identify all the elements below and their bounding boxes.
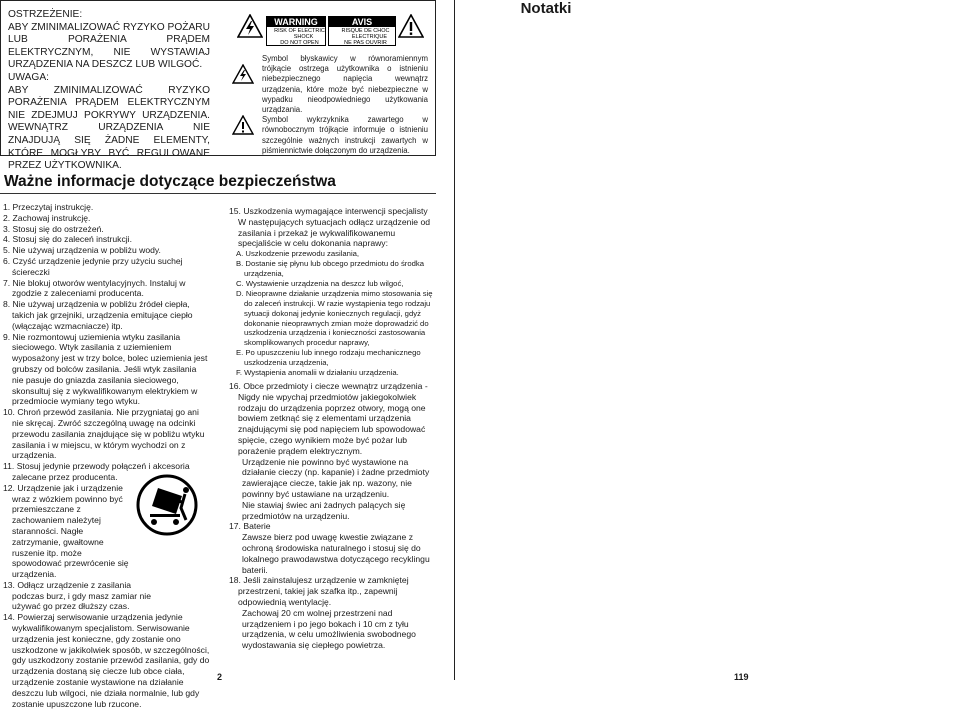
list-item-continuation: Nie stawiaj świec ani żadnych palących się przedmiotów na urządzeniu. — [242, 499, 406, 521]
lightning-symbol-description: Symbol błyskawicy w równoramiennym trójkącie ostrzega użytkownika o istnieniu niebezpiecznego napięcia wewnątrz urządzenia, które może być niebezpieczne w wypadku nieodpowiedniego użytkowania urządzania. — [262, 54, 428, 115]
notes-panel — [454, 0, 960, 680]
list-item: 9. Nie rozmontowuj uziemienia wtyku zasilania sieciowego. Wtyk zasilania z uziemieniem wyposażony jest w trzy bolce, bolec uziemienia jest grubszy od bolców zasilania. Jeśli wtyk zasilania nie pasuje do gniazda zasilania sieciowego, skonsultuj się z wykwalifikowanym elektrykiem w przedmiocie wymiany tego wtyku. — [3, 331, 208, 407]
symbol-description — [262, 54, 428, 156]
sub-item: E. Po upuszczeniu lub innego rodzaju mechanicznego uszkodzenia urządzenia, — [236, 348, 421, 368]
caution-heading: UWAGA: — [8, 71, 49, 83]
section-title: Ważne informacje dotyczące bezpieczeństwa — [4, 173, 336, 190]
list-item-continuation: Zawsze bierz pod uwagę kwestie związane z ochroną środowiska naturalnego i stosuj się do lokalnego prawodawstwa dotyczącego recyklingu baterii. — [242, 532, 430, 575]
avis-label-line2: NE PAS OUVRIR — [344, 40, 387, 46]
cart-tipover-warning-icon — [136, 474, 198, 536]
sub-item: B. Dostanie się płynu lub obcego przedmiotu do środka urządzenia, — [236, 259, 425, 278]
avis-label-title: AVIS — [329, 17, 395, 27]
sub-item: A. Uszkodzenie przewodu zasilania, — [236, 249, 360, 259]
list-item: 16. Obce przedmioty i ciecze wewnątrz urządzenia - Nigdy nie wpychaj przedmiotów jakiegokolwiek rodzaju do urządzenia poprzez otwory, mogą one bowiem zetknąć się z elementami urządzenia znajdującymi się pod napięciem lub spowodować spięcie, czego wynikiem może być pożar lub porażenie prądem elektrycznym. — [229, 380, 428, 456]
lightning-triangle-icon — [232, 64, 254, 84]
exclamation-triangle-icon — [398, 14, 424, 38]
list-item: 2. Zachowaj instrukcję. — [3, 212, 91, 223]
warning-label — [266, 16, 326, 46]
list-item: 11. Stosuj jedynie przewody połączeń i akcesoria zalecane przez producenta. — [3, 461, 190, 482]
warning-label-line1: RISK OF ELECTRIC SHOCK — [274, 28, 325, 40]
lightning-triangle-icon — [237, 14, 263, 38]
list-item: 5. Nie używaj urządzenia w pobliżu wody. — [3, 245, 161, 256]
title-rule — [0, 193, 436, 194]
list-item: 15. Uszkodzenia wymagające interwencji specjalisty W następujących sytuacjach odłącz urządzenie od zasilania i przekaż je wykwalifikowanemu specjaliście w celu dokonania naprawy: — [229, 206, 431, 249]
list-item: 13. Odłącz urządzenie z zasilania podczas burz, i gdy masz zamiar nie używać go przez dłuższy czas. — [3, 579, 151, 612]
sub-item: D. Nieoprawne działanie urządzenia mimo stosowania się do zaleceń instrukcji. W razie wystąpienia tego rodzaju sytuacji dokonaj jedynie koniecznych regulacji, gdyż dokonanie nieoprawnych zmian może doprowadzić do uszkodzenia urządzenia i konieczności zastosowania skomplikowanych procedur naprawy, — [236, 288, 433, 348]
list-item: 10. Chroń przewód zasilania. Nie przygniataj go ani nie skręcaj. Zwróć szczególną uwagę na odcinki przewodu zasilania znajdujące się w pobliżu wtyku zasilania i w miejscu, w którym wychodzi on z urządzenia. — [3, 407, 205, 461]
list-item: 18. Jeśli zainstalujesz urządzenie w zamkniętej przestrzeni, takiej jak szafka itp., zapewnij odpowiednią wentylację. — [229, 575, 409, 607]
list-item: 12. Urządzenie jak i urządzenie wraz z wózkiem powinno być przemieszczane z zachowaniem należytej staranności. Nagłe zatrzymanie, gwałtowne ruszenie itp. może spowodować przewrócenie się urządzenia. — [3, 482, 129, 580]
warning-label-line2: DO NOT OPEN — [280, 40, 319, 46]
sub-item: F. Wystąpienia anomalii w działaniu urządzenia. — [236, 368, 399, 378]
warning-text — [8, 9, 210, 173]
list-item: 7. Nie blokuj otworów wentylacyjnych. Instaluj w zgodzie z zaleceniami producenta. — [3, 277, 186, 299]
page-number-right: 119 — [734, 672, 749, 682]
list-item: 3. Stosuj się do ostrzeżeń. — [3, 223, 104, 234]
left-column — [3, 202, 210, 709]
avis-label — [328, 16, 396, 46]
list-item-continuation: Urządzenie nie powinno być wystawione na działanie cieczy (np. kapanie) i żadne przedmioty zawierające ciecze, takie jak np. wazony, nie powinny być ustawiane na urządzeniu. — [242, 456, 430, 499]
warning-heading: OSTRZEŻENIE: — [8, 9, 83, 20]
avis-label-line1: RISQUE DE CHOC ELECTRIQUE — [341, 28, 390, 40]
list-item: 6. Czyść urządzenie jedynie przy użyciu suchej ściereczki — [3, 255, 183, 277]
warning-body: ABY ZMINIMALIZOWAĆ RYZYKO POŻARU LUB PORAŻENIA PRĄDEM ELEKTRYCZNYM, NIE WYSTAWIAJ URZĄDZENIA NA DESZCZ LUB WILGOĆ. — [8, 21, 210, 71]
sub-item: C. Wystawienie urządzenia na deszcz lub wilgoć, — [236, 278, 404, 288]
exclamation-triangle-icon — [232, 115, 254, 135]
page-number-left: 2 — [217, 672, 223, 682]
caution-body: ABY ZMINIMALIZOWAĆ RYZYKO PORAŻENIA PRĄDEM ELEKTRYCZNYM NIE ZDEJMUJ POKRYWY URZĄDZENIA. WEWNĄTRZ URZĄDZENIA NIE ZNAJDUJĄ SIĘ ŻADNE ELEMENTY, KTÓRE MOGŁYBY BYĆ REGULOWANE PRZEZ UŻYTKOWNIKA. — [8, 84, 210, 172]
list-item: 8. Nie używaj urządzenia w pobliżu źródeł ciepła, takich jak grzejniki, urządzenia emitujące ciepło (włączając wzmacniacze) itp. — [3, 299, 193, 331]
notes-title: Notatki — [520, 0, 572, 17]
list-item: 4. Stosuj się do zaleceń instrukcji. — [3, 234, 132, 245]
warning-label-title: WARNING — [267, 17, 325, 27]
list-item: 14. Powierzaj serwisowanie urządzenia jedynie wykwalifikowanym specjalistom. Serwisowanie urządzenia jest konieczne, gdy zostanie ono uszkodzone w jakikolwiek sposób, w szczególności, gdy uszkodzony zostanie przewód zasilania, gdy do urządzenia dostaną się ciecze lub obce ciała, urządzenie zostanie wystawione na działanie deszczu lub wilgoci, nie działa normalnie, lub gdy zostanie upuszczone lub rzucone. — [3, 612, 210, 709]
list-item-continuation: Zachowaj 20 cm wolnej przestrzeni nad urządzeniem i po jego bokach i 10 cm z tyłu urządzenia, w celu umożliwienia swobodnego wydostawania się ciepłego powietrza. — [242, 607, 416, 651]
list-item: 1. Przeczytaj instrukcję. — [3, 202, 94, 212]
list-item: 17. Baterie — [229, 521, 271, 532]
right-column — [229, 206, 437, 651]
exclamation-symbol-description: Symbol wykrzyknika zawartego w równobocznym trójkącie informuje o istnieniu szczególnie ważnych instrukcji zawartych w piśmiennictwie dołączonym do urządzenia. — [262, 115, 428, 155]
